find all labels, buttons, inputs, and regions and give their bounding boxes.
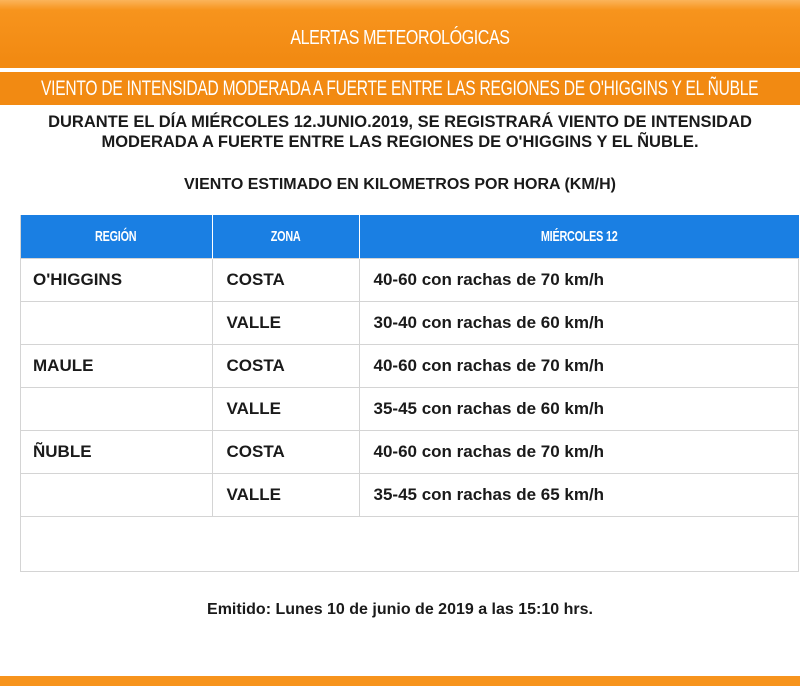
emitted-timestamp: Emitido: Lunes 10 de junio de 2019 a las 15:10 hrs. <box>207 601 593 618</box>
table-row <box>21 388 799 431</box>
table-row <box>21 431 799 474</box>
region-cell: O'HIGGINS <box>21 259 213 302</box>
column-header-day: MIÉRCOLES 12 <box>359 215 799 259</box>
wind-value-cell: 35-45 con rachas de 65 km/h <box>359 474 799 517</box>
zone-cell: VALLE <box>212 388 359 431</box>
column-header-region: REGIÓN <box>21 215 213 259</box>
wind-value-cell: 40-60 con rachas de 70 km/h <box>359 345 799 388</box>
zone-cell: COSTA <box>212 431 359 474</box>
zone-cell: COSTA <box>212 259 359 302</box>
wind-table-container <box>20 215 799 572</box>
header-bar <box>0 0 800 68</box>
region-cell: MAULE <box>21 345 213 388</box>
table-row <box>21 302 799 345</box>
alert-description <box>0 112 800 152</box>
description-line-2: MODERADA A FUERTE ENTRE LAS REGIONES DE O'HIGGINS Y EL ÑUBLE. <box>101 133 699 151</box>
subtitle-bar <box>0 72 800 105</box>
region-cell <box>21 474 213 517</box>
table-header-row <box>21 215 799 259</box>
region-cell: ÑUBLE <box>21 431 213 474</box>
region-cell <box>21 388 213 431</box>
table-row <box>21 345 799 388</box>
alert-subtitle: VIENTO DE INTENSIDAD MODERADA A FUERTE ENTRE LAS REGIONES DE O'HIGGINS Y EL ÑUBLE <box>41 76 759 100</box>
footer-bar <box>0 676 800 686</box>
region-cell <box>21 302 213 345</box>
zone-cell: VALLE <box>212 302 359 345</box>
description-line-1: DURANTE EL DÍA MIÉRCOLES 12.JUNIO.2019, SE REGISTRARÁ VIENTO DE INTENSIDAD <box>48 113 752 131</box>
wind-value-cell: 35-45 con rachas de 60 km/h <box>359 388 799 431</box>
wind-value-cell: 30-40 con rachas de 60 km/h <box>359 302 799 345</box>
wind-table <box>20 215 799 517</box>
wind-value-cell: 40-60 con rachas de 70 km/h <box>359 431 799 474</box>
page-title: ALERTAS METEOROLÓGICAS <box>290 26 510 49</box>
wind-heading: VIENTO ESTIMADO EN KILOMETROS POR HORA (KM/H) <box>183 176 616 193</box>
wind-value-cell: 40-60 con rachas de 70 km/h <box>359 259 799 302</box>
zone-cell: VALLE <box>212 474 359 517</box>
table-row <box>21 259 799 302</box>
table-row <box>21 474 799 517</box>
zone-cell: COSTA <box>212 345 359 388</box>
column-header-zone: ZONA <box>212 215 359 259</box>
